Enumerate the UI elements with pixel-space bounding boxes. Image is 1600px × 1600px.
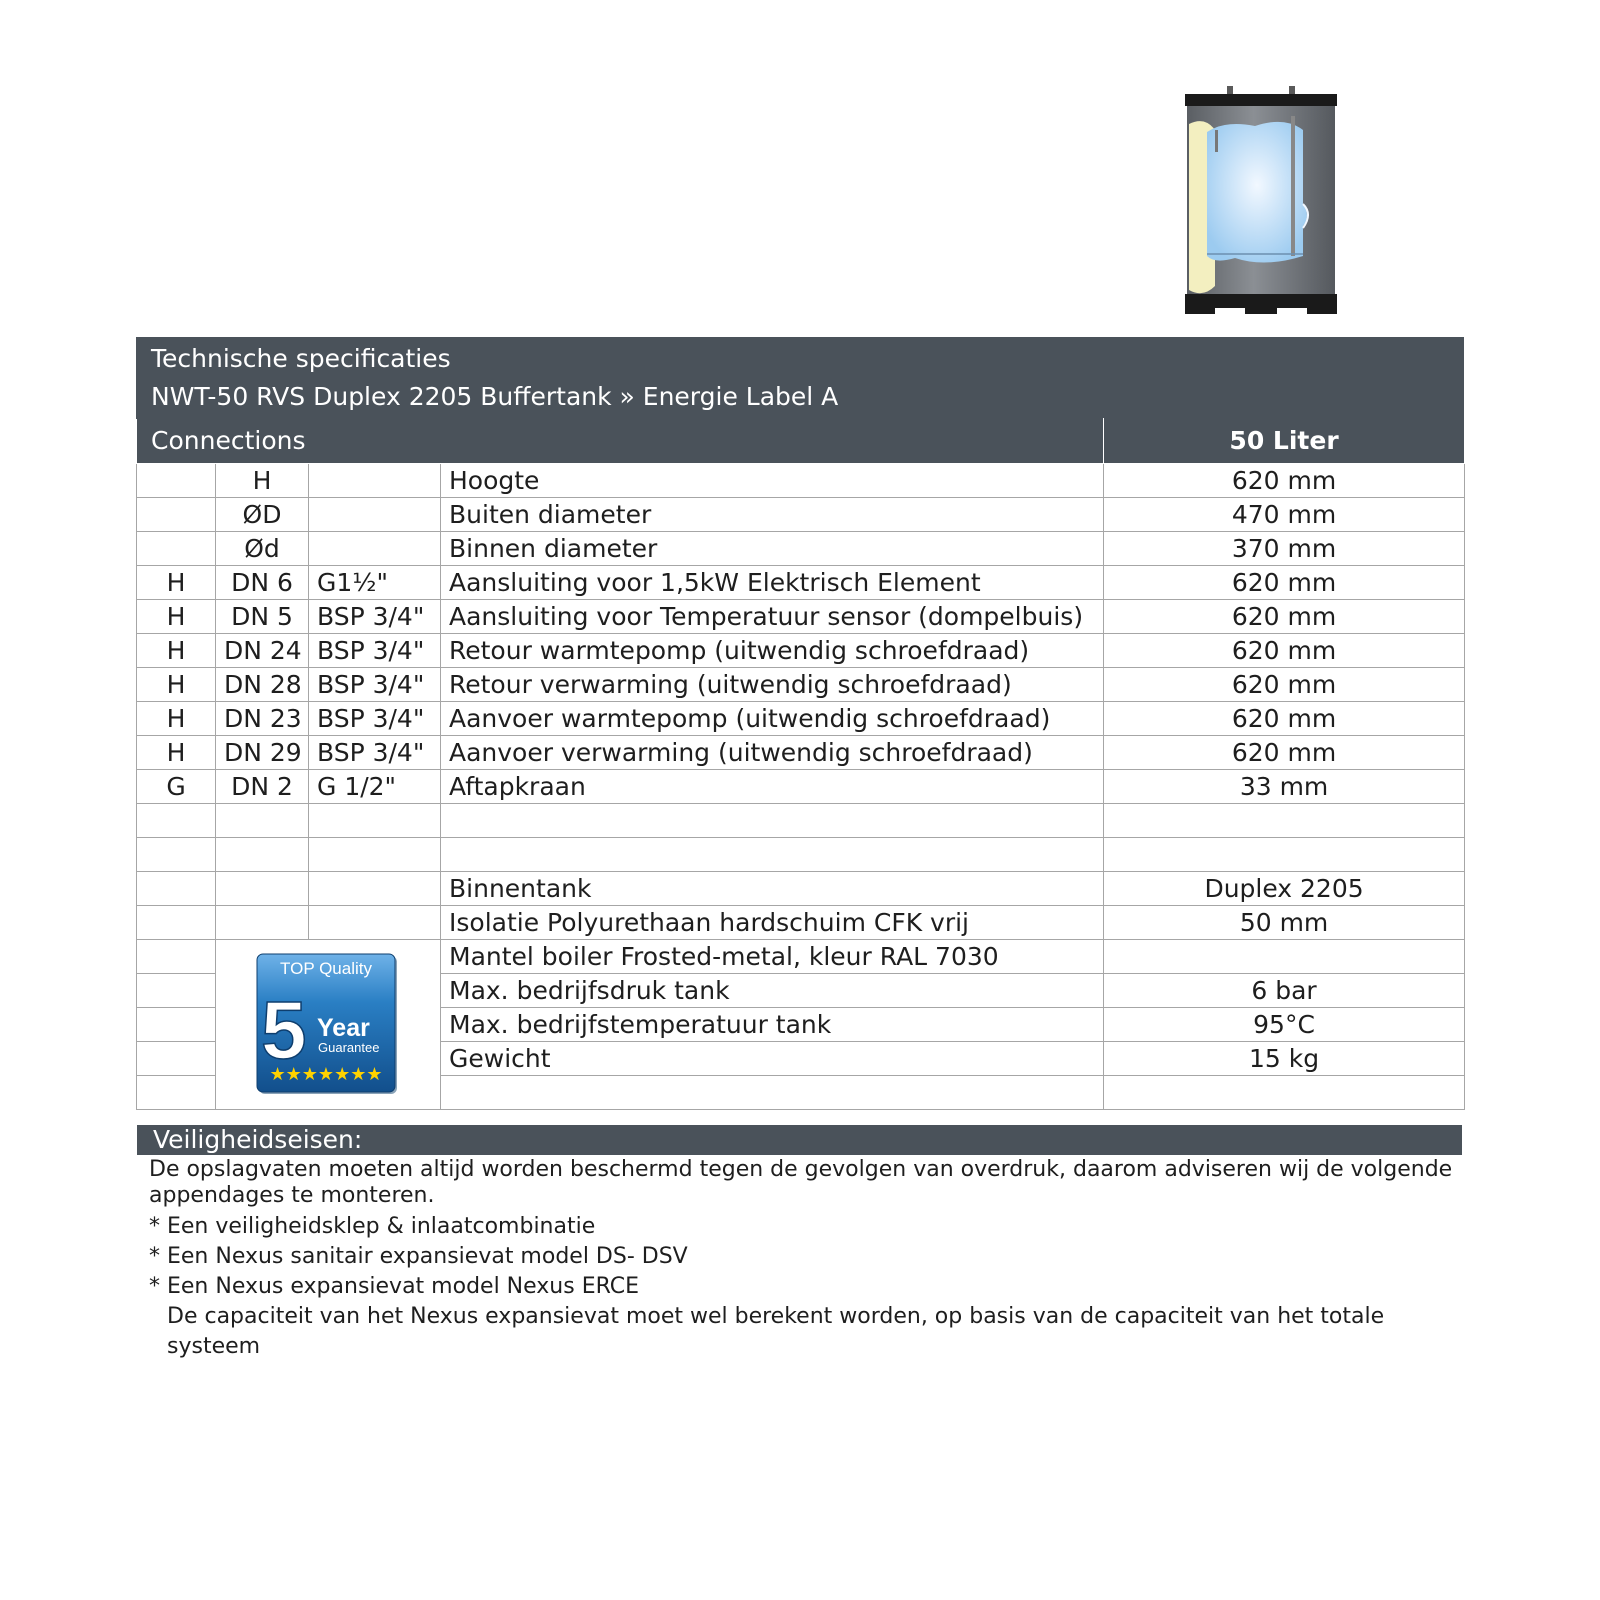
- cell-dn: ØD: [216, 498, 309, 532]
- cell-code: [137, 1008, 216, 1042]
- cell-dn: DN 2: [216, 770, 309, 804]
- table-row: [137, 668, 1465, 702]
- cell-description: Retour warmtepomp (uitwendig schroefdraad): [441, 634, 1104, 668]
- table-row: [137, 770, 1465, 804]
- cell-value: 370 mm: [1104, 532, 1465, 566]
- cell-code: H: [137, 736, 216, 770]
- safety-item: * Een veiligheidsklep & inlaatcombinatie: [149, 1214, 596, 1239]
- cell-description: Max. bedrijfstemperatuur tank: [441, 1008, 1104, 1042]
- table-row: [137, 736, 1465, 770]
- table-row: [137, 566, 1465, 600]
- cell-code: [137, 532, 216, 566]
- cell-thread: BSP 3/4": [309, 634, 441, 668]
- cell-dn: DN 6: [216, 566, 309, 600]
- cell-dn: [216, 838, 309, 872]
- table-row: [137, 838, 1465, 872]
- cell-dn: H: [216, 464, 309, 498]
- cell-description: Aansluiting voor 1,5kW Elektrisch Element: [441, 566, 1104, 600]
- cell-dn: DN 5: [216, 600, 309, 634]
- cell-dn: [216, 906, 309, 940]
- cell-value: 620 mm: [1104, 736, 1465, 770]
- cell-thread: [309, 498, 441, 532]
- cell-value: Duplex 2205: [1104, 872, 1465, 906]
- table-row: [137, 872, 1465, 906]
- technical-specifications: [136, 337, 1464, 1110]
- cell-description: Isolatie Polyurethaan hardschuim CFK vrij: [441, 906, 1104, 940]
- cell-value: 6 bar: [1104, 974, 1465, 1008]
- cell-dn: DN 29: [216, 736, 309, 770]
- cell-code: H: [137, 702, 216, 736]
- safety-item: * Een Nexus expansievat model Nexus ERCE: [149, 1274, 640, 1299]
- table-row: [137, 906, 1465, 940]
- cell-description: Hoogte: [441, 464, 1104, 498]
- table-row: [137, 498, 1465, 532]
- cell-value: 620 mm: [1104, 464, 1465, 498]
- cell-description: Aansluiting voor Temperatuur sensor (dompelbuis): [441, 600, 1104, 634]
- cell-value: 620 mm: [1104, 634, 1465, 668]
- spec-table: [136, 418, 1465, 1110]
- cell-description: [441, 1076, 1104, 1110]
- badge-number: 5: [261, 984, 307, 1076]
- buffertank-illustration: [1185, 86, 1337, 318]
- connections-label: Connections: [137, 419, 1104, 464]
- safety-requirements: [137, 1125, 1462, 1362]
- cell-code: H: [137, 566, 216, 600]
- cell-value: [1104, 838, 1465, 872]
- cell-code: [137, 872, 216, 906]
- cell-value: 95°C: [1104, 1008, 1465, 1042]
- cell-thread: [309, 532, 441, 566]
- cell-description: [441, 804, 1104, 838]
- cell-value: 620 mm: [1104, 566, 1465, 600]
- cell-description: Binnentank: [441, 872, 1104, 906]
- cell-thread: G1½": [309, 566, 441, 600]
- guarantee-badge: [255, 952, 401, 1098]
- safety-item: * Een Nexus sanitair expansievat model DS- DSV: [149, 1244, 688, 1269]
- cell-value: 620 mm: [1104, 600, 1465, 634]
- cell-value: 620 mm: [1104, 702, 1465, 736]
- capacity-label: 50 Liter: [1104, 419, 1465, 464]
- cell-description: Aanvoer warmtepomp (uitwendig schroefdraad): [441, 702, 1104, 736]
- cell-dn: DN 23: [216, 702, 309, 736]
- safety-title: Veiligheidseisen:: [137, 1125, 1462, 1155]
- cell-value: 470 mm: [1104, 498, 1465, 532]
- cell-code: H: [137, 668, 216, 702]
- cell-code: [137, 906, 216, 940]
- cell-description: Retour verwarming (uitwendig schroefdraad): [441, 668, 1104, 702]
- cell-code: [137, 1042, 216, 1076]
- table-row: [137, 940, 1465, 974]
- cell-thread: [309, 906, 441, 940]
- cell-thread: [309, 838, 441, 872]
- safety-note: De capaciteit van het Nexus expansievat moet wel berekent worden, op basis van de capaciteit van het totale systeem: [167, 1304, 1385, 1359]
- connections-header-row: [137, 419, 1465, 464]
- table-row: [137, 634, 1465, 668]
- cell-description: Aftapkraan: [441, 770, 1104, 804]
- spec-title: Technische specificaties: [151, 344, 451, 373]
- cell-value: [1104, 804, 1465, 838]
- cell-description: Mantel boiler Frosted-metal, kleur RAL 7030: [441, 940, 1104, 974]
- spec-subtitle: NWT-50 RVS Duplex 2205 Buffertank » Energie Label A: [151, 382, 839, 411]
- cell-description: Buiten diameter: [441, 498, 1104, 532]
- cell-value: 33 mm: [1104, 770, 1465, 804]
- cell-dn: Ød: [216, 532, 309, 566]
- cell-thread: BSP 3/4": [309, 668, 441, 702]
- badge-stars: ★★★★★★★: [269, 1063, 383, 1085]
- cell-thread: [309, 872, 441, 906]
- cell-dn: DN 24: [216, 634, 309, 668]
- cell-code: [137, 838, 216, 872]
- cell-code: [137, 1076, 216, 1110]
- cell-description: [441, 838, 1104, 872]
- cell-code: [137, 464, 216, 498]
- cell-thread: [309, 464, 441, 498]
- badge-guarantee: Guarantee: [318, 1039, 380, 1055]
- badge-top-text: TOP Quality: [280, 958, 372, 978]
- cell-thread: BSP 3/4": [309, 736, 441, 770]
- cell-thread: BSP 3/4": [309, 702, 441, 736]
- cell-value: 50 mm: [1104, 906, 1465, 940]
- guarantee-badge-cell: [216, 940, 441, 1110]
- cell-value: [1104, 940, 1465, 974]
- cell-value: [1104, 1076, 1465, 1110]
- cell-thread: BSP 3/4": [309, 600, 441, 634]
- table-row: [137, 464, 1465, 498]
- safety-body: [137, 1157, 1462, 1362]
- safety-intro: De opslagvaten moeten altijd worden beschermd tegen de gevolgen van overdruk, daarom adviseren wij de volgende appendages te monteren.: [149, 1157, 1453, 1208]
- table-row: [137, 600, 1465, 634]
- cell-code: [137, 804, 216, 838]
- cell-code: [137, 498, 216, 532]
- cell-description: Gewicht: [441, 1042, 1104, 1076]
- spec-header: [136, 337, 1464, 418]
- cell-code: H: [137, 634, 216, 668]
- cell-description: Binnen diameter: [441, 532, 1104, 566]
- cell-thread: [309, 804, 441, 838]
- cell-value: 15 kg: [1104, 1042, 1465, 1076]
- cell-value: 620 mm: [1104, 668, 1465, 702]
- cell-description: Aanvoer verwarming (uitwendig schroefdraad): [441, 736, 1104, 770]
- cell-thread: G 1/2": [309, 770, 441, 804]
- cell-code: G: [137, 770, 216, 804]
- table-row: [137, 532, 1465, 566]
- cell-code: [137, 974, 216, 1008]
- cell-code: [137, 940, 216, 974]
- table-row: [137, 804, 1465, 838]
- cell-description: Max. bedrijfsdruk tank: [441, 974, 1104, 1008]
- cell-code: H: [137, 600, 216, 634]
- cell-dn: [216, 872, 309, 906]
- cell-dn: [216, 804, 309, 838]
- cell-dn: DN 28: [216, 668, 309, 702]
- table-row: [137, 702, 1465, 736]
- badge-year: Year: [317, 1013, 370, 1042]
